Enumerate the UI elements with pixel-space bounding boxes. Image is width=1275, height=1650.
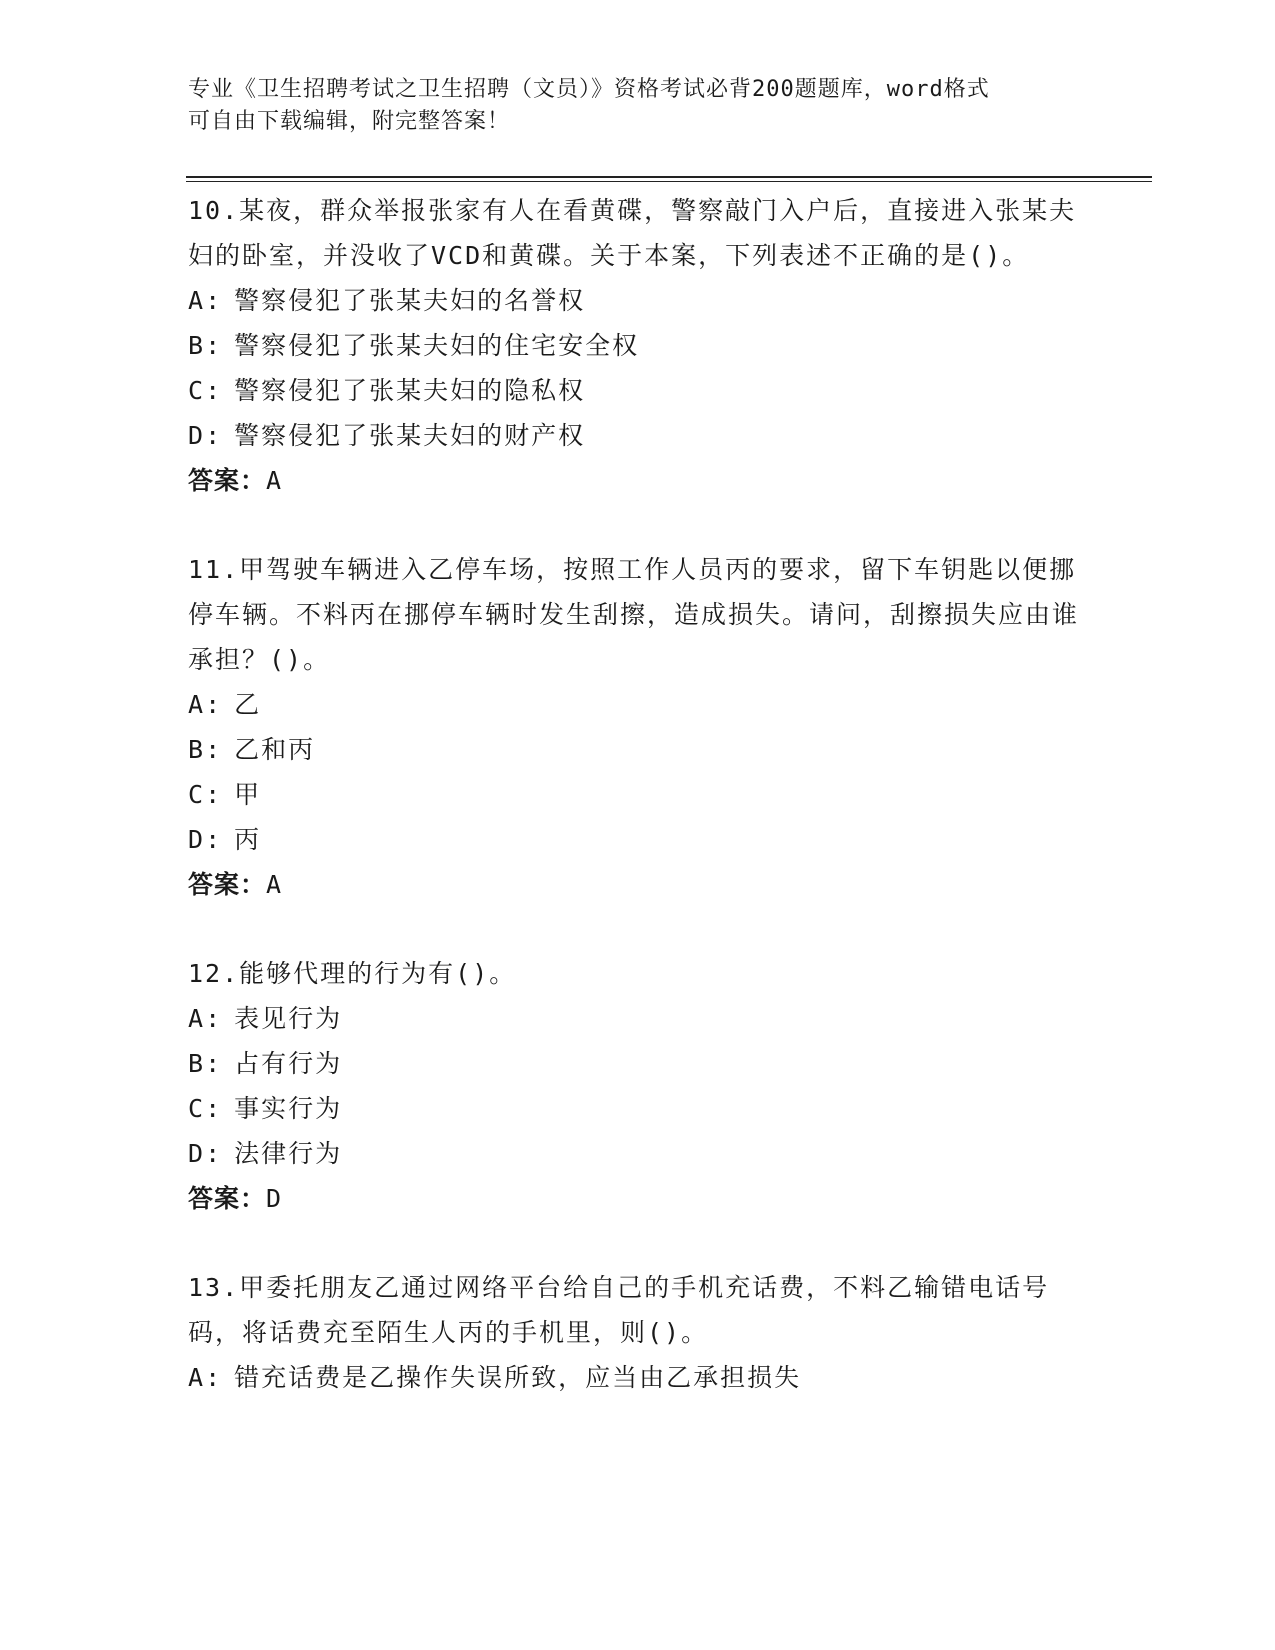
option-text: 警察侵犯了张某夫妇的隐私权 [234,376,586,405]
answer-label: 答案： [188,466,267,495]
question-12 [188,951,1088,1221]
option-c [188,368,1088,413]
option-letter: B [188,1049,206,1078]
option-text: 法律行为 [234,1139,343,1168]
option-separator: : [205,376,223,405]
option-b [188,323,1088,368]
option-text: 甲 [234,780,262,809]
option-a [188,996,1088,1041]
option-a [188,1355,1088,1400]
option-separator: : [205,690,223,719]
option-d [188,413,1088,458]
option-text: 错充话费是乙操作失误所致，应当由乙承担损失 [234,1363,802,1392]
option-separator: : [205,735,223,764]
answer-value: D [266,1184,283,1213]
option-letter: D [188,421,206,450]
question-11 [188,547,1088,907]
answer-value: A [266,466,283,495]
option-text: 警察侵犯了张某夫妇的财产权 [234,421,586,450]
answer-value: A [266,870,283,899]
answer-line [188,1176,1088,1221]
option-text: 乙 [234,690,262,719]
option-text: 乙和丙 [234,735,316,764]
option-a [188,278,1088,323]
answer-line [188,458,1088,503]
answer-label: 答案： [188,870,267,899]
option-letter: C [188,1094,206,1123]
option-separator: : [205,1049,223,1078]
option-b [188,1041,1088,1086]
question-stem: 12.能够代理的行为有()。 [188,959,517,988]
option-separator: : [205,1363,223,1392]
option-text: 警察侵犯了张某夫妇的名誉权 [234,286,586,315]
option-a [188,682,1088,727]
header-line-2: 可自由下载编辑，附完整答案！ [188,109,511,134]
option-letter: A [188,690,206,719]
option-separator: : [205,780,223,809]
option-letter: A [188,1004,206,1033]
option-separator: : [205,331,223,360]
question-13 [188,1265,1088,1400]
option-b [188,727,1088,772]
option-separator: : [205,825,223,854]
option-text: 占有行为 [234,1049,343,1078]
option-text: 丙 [234,825,262,854]
option-letter: A [188,286,206,315]
question-stem: 13.甲委托朋友乙通过网络平台给自己的手机充话费，不料乙输错电话号码，将话费充至陌生人丙的手机里，则()。 [188,1273,1050,1347]
question-list [188,188,1088,1444]
option-separator: : [205,286,223,315]
option-separator: : [205,421,223,450]
option-letter: A [188,1363,206,1392]
option-letter: B [188,735,206,764]
option-c [188,1086,1088,1131]
option-letter: B [188,331,206,360]
question-stem: 11.甲驾驶车辆进入乙停车场，按照工作人员丙的要求，留下车钥匙以便挪停车辆。不料丙在挪停车辆时发生刮擦，造成损失。请问，刮擦损失应由谁承担？()。 [188,555,1080,674]
option-d [188,817,1088,862]
option-separator: : [205,1004,223,1033]
option-text: 事实行为 [234,1094,343,1123]
option-text: 警察侵犯了张某夫妇的住宅安全权 [234,331,640,360]
option-d [188,1131,1088,1176]
document-header [188,74,1088,138]
option-letter: D [188,825,206,854]
option-separator: : [205,1139,223,1168]
option-separator: : [205,1094,223,1123]
question-10 [188,188,1088,503]
answer-label: 答案： [188,1184,267,1213]
option-c [188,772,1088,817]
header-line-1: 专业《卫生招聘考试之卫生招聘（文员）》资格考试必背200题题库，word格式 [188,77,990,102]
answer-line [188,862,1088,907]
header-divider-thick [186,176,1152,178]
option-letter: C [188,780,206,809]
header-divider-thin [186,181,1152,182]
option-letter: C [188,376,206,405]
option-letter: D [188,1139,206,1168]
question-stem: 10.某夜，群众举报张家有人在看黄碟，警察敲门入户后，直接进入张某夫妇的卧室，并没收了VCD和黄碟。关于本案，下列表述不正确的是()。 [188,196,1077,270]
option-text: 表见行为 [234,1004,343,1033]
